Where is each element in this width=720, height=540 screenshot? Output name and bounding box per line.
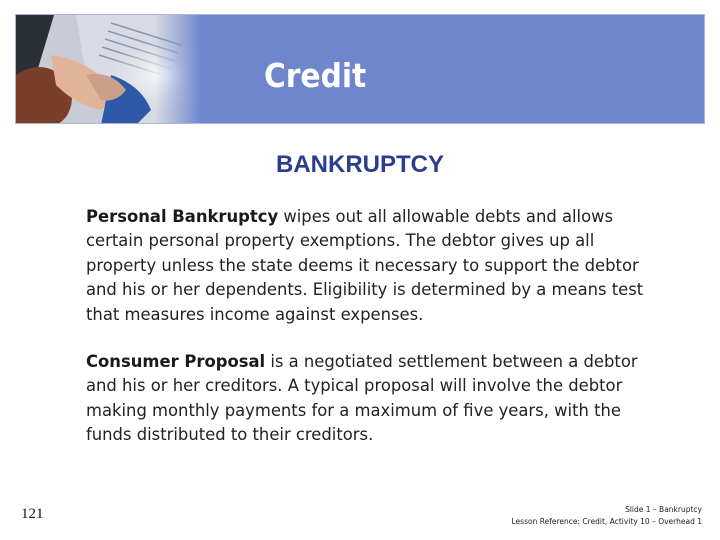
slide-title: BANKRUPTCY (276, 151, 444, 178)
header-banner (15, 14, 705, 124)
page-number: 121 (21, 506, 44, 522)
consumer-proposal-paragraph (86, 350, 656, 448)
personal-bankruptcy-text: wipes out all allowable debts and allows certain personal property exemptions. The debtor gives up all property unless the state deems it necessary to support the debtor and his or her dependents. Eligibility is determined by a means test that measures income against expenses. (86, 207, 644, 324)
personal-bankruptcy-term: Personal Bankruptcy (86, 207, 279, 226)
lesson-reference: Lesson Reference: Credit, Activity 10 – Overhead 1 (511, 517, 702, 526)
header-title: Credit (264, 56, 367, 95)
personal-bankruptcy-paragraph (86, 205, 656, 327)
footer-reference (512, 504, 703, 528)
consumer-proposal-text: is a negotiated settlement between a debtor and his or her creditors. A typical proposal will involve the debtor making monthly payments for a maximum of five years, with the funds distributed to their creditors. (86, 352, 638, 445)
consumer-proposal-term: Consumer Proposal (86, 352, 266, 371)
handshake-photo (16, 15, 201, 124)
slide-reference: Slide 1 – Bankruptcy (625, 505, 702, 514)
